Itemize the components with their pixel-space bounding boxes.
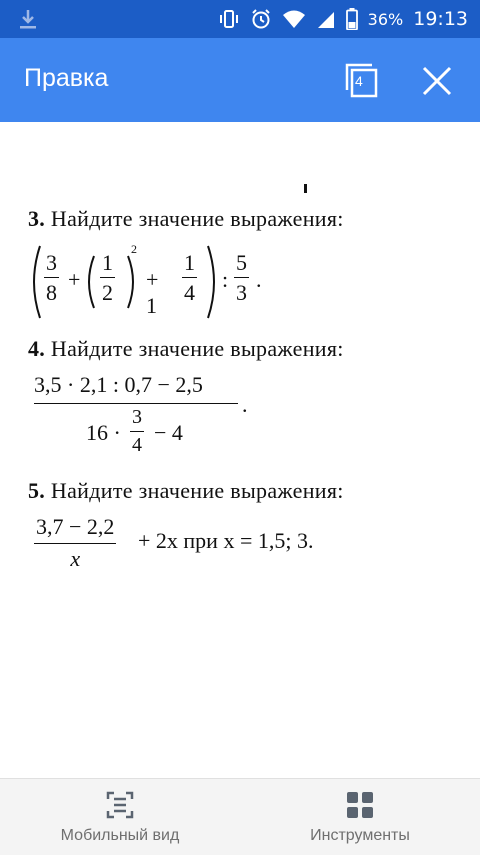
task-3-heading: 3. Найдите значение выражения: (28, 206, 344, 231)
app-bar (0, 38, 480, 122)
task-4-heading: 4. Найдите значение выражения: (28, 336, 344, 361)
vibrate-icon (218, 9, 240, 29)
exponent: 2 (131, 242, 137, 256)
fraction-line (34, 403, 238, 404)
signal-icon (316, 9, 336, 29)
status-bar (0, 0, 480, 38)
fraction-3-4: $\frac{3}{4}$ (132, 406, 142, 456)
task-5-heading: 5. Найдите значение выражения: (28, 478, 344, 503)
clock: 19:13 (413, 8, 468, 30)
tools-button[interactable] (240, 779, 480, 855)
close-button[interactable] (418, 62, 456, 100)
bottom-bar (0, 778, 480, 855)
task-4-den-suffix: − 4 (154, 420, 183, 445)
period: . (242, 392, 248, 417)
document-page (0, 122, 480, 778)
colon-sign: : (222, 267, 229, 292)
period: . (256, 267, 262, 292)
mobile-view-label: Мобильный вид (60, 827, 180, 844)
tools-label: Инструменты (310, 827, 410, 844)
fraction-3-8: $\frac{3}{8}$ (46, 250, 57, 306)
fraction-5-3: $\frac{5}{3}$ (236, 250, 247, 306)
mixed-number-whole: + 1 (146, 267, 159, 318)
wifi-icon (282, 9, 306, 29)
scan-mark (304, 184, 307, 193)
page-title: Правка (24, 64, 109, 92)
battery-icon (346, 8, 358, 30)
fraction-1-2: $\frac{1}{2}$ (102, 250, 113, 306)
battery-percent: 36% (367, 9, 404, 29)
fraction-task-5: $\frac{3,7 - 2,2}{x}$ (36, 514, 115, 572)
page-count: 4 (355, 73, 363, 89)
fraction-1-4: $\frac{1}{4}$ (184, 250, 195, 306)
alarm-icon (250, 8, 272, 30)
download-icon (18, 8, 38, 34)
tools-icon (344, 789, 376, 821)
task-4-den-prefix: 16 · (86, 420, 121, 445)
mobile-view-button[interactable] (0, 779, 240, 855)
task-4-numerator: 3,5 · 2,1 : 0,7 − 2,5 (34, 372, 203, 397)
mobile-view-icon (104, 789, 136, 821)
plus-sign: + (68, 267, 81, 292)
close-icon (418, 62, 456, 100)
task-5-rest: + 2x при x = 1,5; 3. (138, 528, 314, 553)
pages-button[interactable] (342, 60, 380, 100)
